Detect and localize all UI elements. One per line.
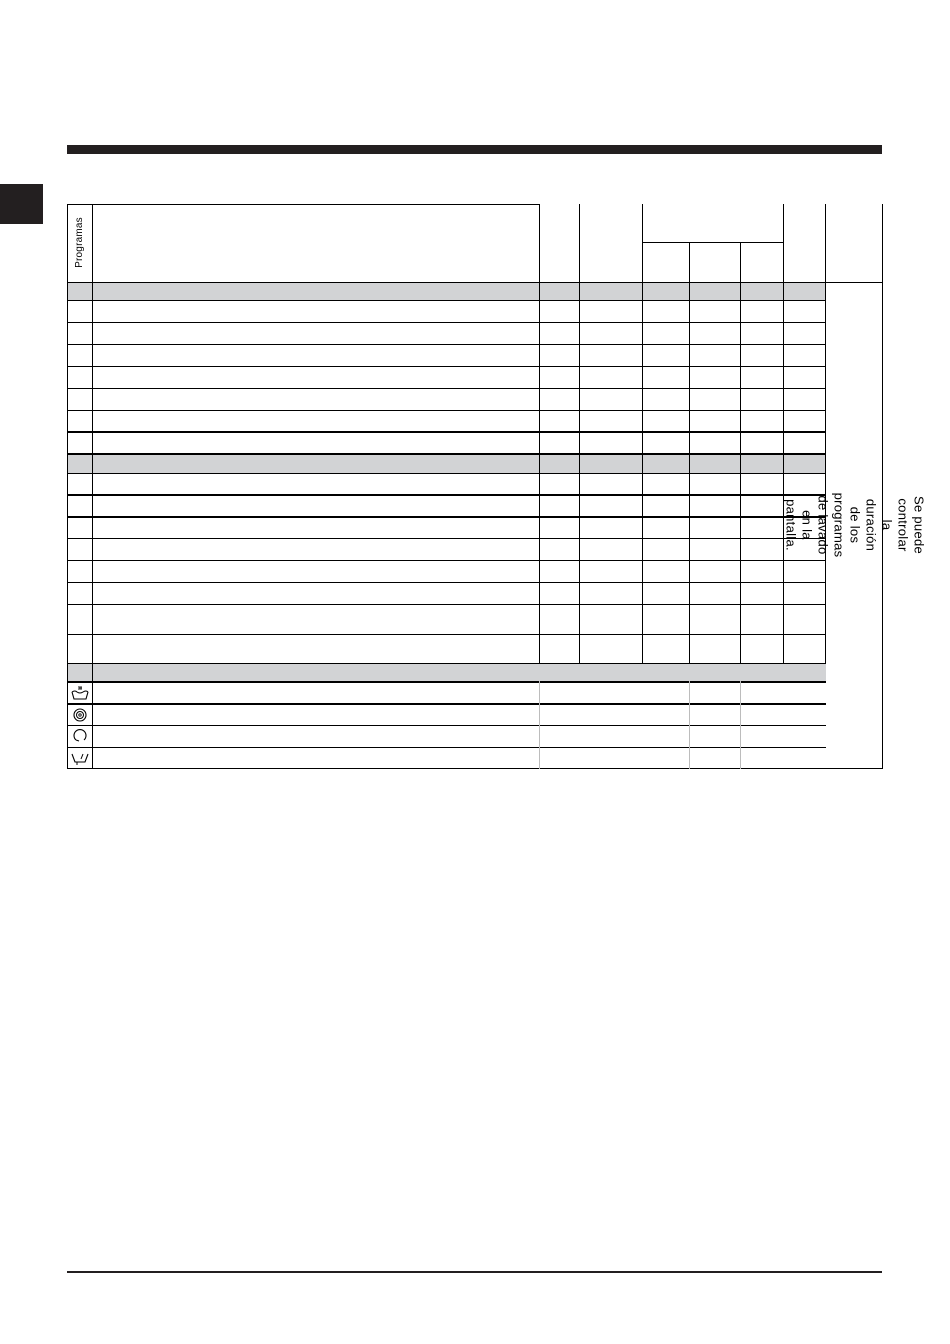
side-note	[783, 282, 926, 768]
section-band-3	[67, 664, 826, 681]
bottom-rule	[67, 1271, 882, 1273]
wash-basin-icon	[68, 684, 92, 702]
side-note-text: Se puede controlar la duración de los programas de lavado en la pantalla.	[783, 492, 926, 558]
spin-drain-icon	[68, 727, 92, 745]
spiral-icon	[68, 706, 92, 724]
drain-icon	[68, 749, 92, 767]
section-band-2	[67, 455, 826, 473]
programas-header	[67, 204, 92, 280]
programas-label: Programas	[74, 216, 85, 268]
section-band-1	[67, 283, 826, 300]
